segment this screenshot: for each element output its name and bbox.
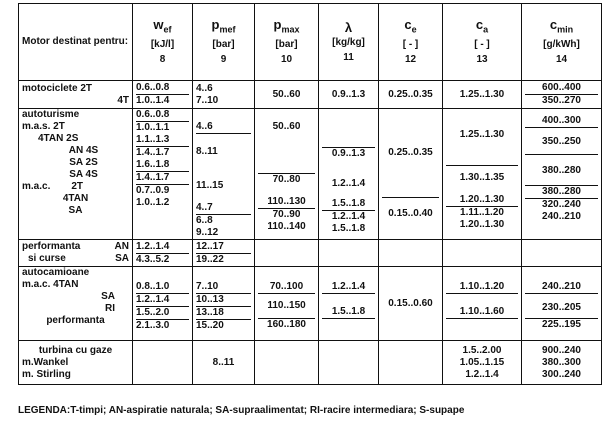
cam-ce: 0.15..0.60 [379,267,443,341]
perf-wef: 1.2..1.4 4.3..5.2 [133,240,193,267]
auto-pmef: 4..6 8..11 11..15 4..7 6..8 9..12 [193,109,255,240]
turb-lambda-empty [319,341,379,385]
header-motor-label: Motor destinat pentru: [19,4,133,81]
turb-pmef: 8..11 [193,341,255,385]
cam-pmax: 70..100 110..150 160..180 [255,267,319,341]
perf-pmax-empty [255,240,319,267]
auto-ca: 1.25..1.30 1.30..1.35 1.20..1.30 1.11..1.20 1.20..1.30 [443,109,522,240]
turb-pmax-empty [255,341,319,385]
header-col-wef: $w_{ef}$ [kJ/l] 8 [133,4,193,81]
row-autocamioane [19,267,602,341]
row-autoturisme [19,109,602,240]
turb-ce-empty [379,341,443,385]
moto-ca: 1.25..1.30 [443,81,522,109]
label-autoturisme: autoturisme m.a.s. 2T 4TAN 2S AN 4S SA 2S SA 4S m.a.c. 2T 4TAN SA [19,109,133,240]
turb-ca: 1.5..2.00 1.05..1.15 1.2..1.4 [443,341,522,385]
header-col-ce: $c_e$ [ - ] 12 [379,4,443,81]
perf-cmin-empty [522,240,602,267]
row-turbina-wankel-stirling [19,341,602,385]
moto-ce: 0.25..0.35 [379,81,443,109]
header-col-cmin: $c_{min}$ [g/kWh] 14 [522,4,602,81]
moto-pmef: 4..6 7..10 [193,81,255,109]
perf-pmef: 12..17 19..22 [193,240,255,267]
header-col-pmax: $p_{max}$ [bar] 10 [255,4,319,81]
engine-parameters-table [18,3,602,385]
cam-ca: 1.10..1.20 1.10..1.60 [443,267,522,341]
header-col-lambda: λ [kg/kg] 11 [319,4,379,81]
auto-lambda: 0.9..1.3 1.2..1.4 1.5..1.8 1.2..1.4 1.5..1.8 [319,109,379,240]
label-performanta: performanta AN si curse SA [19,240,133,267]
perf-lambda-empty [319,240,379,267]
cam-pmef: 7..10 10..13 13..18 15..20 [193,267,255,341]
auto-wef: 0.6..0.8 1.0..1.1 1.1..1.3 1.4..1.7 1.6..1.8 1.4..1.7 0.7..0.9 1.0..1.2 [133,109,193,240]
moto-cmin: 600..400 350..270 [522,81,602,109]
label-autocamioane: autocamioane m.a.c. 4TAN SA RI performanta [19,267,133,341]
row-motociclete [19,81,602,109]
header-col-ca: $c_a$ [ - ] 13 [443,4,522,81]
engine-parameters-table-wrapper [18,3,602,385]
label-motociclete: motociclete 2T 4T [19,81,133,109]
label-turbina: turbina cu gaze m.Wankel m. Stirling [19,341,133,385]
auto-pmax: 50..60 70..80 110..130 70..90 110..140 [255,109,319,240]
header-row [19,4,602,81]
turb-wef-empty [133,341,193,385]
auto-cmin: 400..300 350..250 380..280 380..280 320..240 240..210 [522,109,602,240]
moto-lambda: 0.9..1.3 [319,81,379,109]
moto-pmax: 50..60 [255,81,319,109]
cam-lambda: 1.2..1.4 1.5..1.8 [319,267,379,341]
moto-wef: 0.6..0.8 1.0..1.4 [133,81,193,109]
turb-cmin: 900..240 380..300 300..240 [522,341,602,385]
legend-text: LEGENDA:T-timpi; AN-aspiratie naturala; SA-supraalimentat; RI-racire intermediara; S-supape [18,405,465,416]
header-col-pmef: $p_{mef}$ [bar] 9 [193,4,255,81]
cam-cmin: 240..210 230..205 225..195 [522,267,602,341]
auto-ce: 0.25..0.35 0.15..0.40 [379,109,443,240]
perf-ca-empty [443,240,522,267]
row-performanta [19,240,602,267]
perf-ce-empty [379,240,443,267]
cam-wef: 0.8..1.0 1.2..1.4 1.5..2.0 2.1..3.0 [133,267,193,341]
